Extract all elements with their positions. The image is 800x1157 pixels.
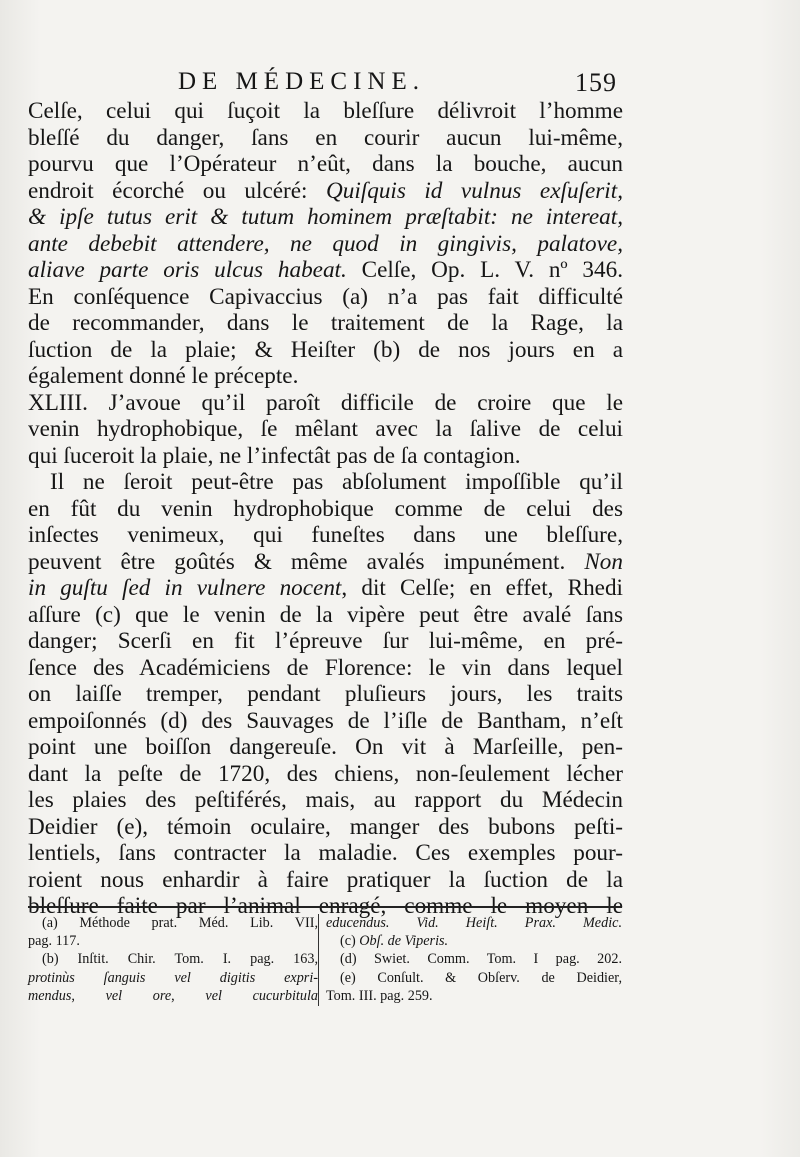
text-line xyxy=(28,310,623,337)
footnotes-left-column xyxy=(28,914,318,1005)
footnotes-right-column xyxy=(326,914,622,1005)
footnote-line xyxy=(326,950,622,968)
text-run: XLIII. J’avoue qu’il paroît difficile de croire que le xyxy=(28,389,623,416)
text-line xyxy=(28,867,623,894)
text-run: (c) xyxy=(340,933,360,950)
footnote-line xyxy=(326,914,622,932)
text-line xyxy=(28,496,623,523)
italic-text: ante debebit attendere, ne quod in gingivis, palatove, xyxy=(28,230,623,257)
footnote-line xyxy=(326,987,622,1005)
text-run: Celſe, celui qui ſuçoit la bleſſure délivroit l’homme xyxy=(28,98,623,124)
text-line xyxy=(28,840,623,867)
text-line xyxy=(28,522,623,549)
text-run: Tom. III. pag. 259. xyxy=(326,987,433,1004)
italic-text: vel cucurbitula xyxy=(205,987,319,1004)
italic-text: Quiſquis id vulnus exſuſerit, xyxy=(326,177,623,204)
footnote-line xyxy=(326,932,622,950)
text-run: bleſſé du danger, ſans en courir aucun lui-même, xyxy=(28,124,623,151)
text-run: bleſſure faite par l’animal enragé, comme le moyen le xyxy=(28,893,623,919)
text-line xyxy=(28,575,623,602)
text-run: roient nous enhardir à faire pratiquer la ſuction de la xyxy=(28,866,623,893)
italic-text: Obſ. de Viperis. xyxy=(359,933,449,950)
text-line xyxy=(28,655,623,682)
text-line xyxy=(28,416,623,443)
text-run: Deidier (e), témoin oculaire, manger des bubons peſti- xyxy=(28,813,623,840)
text-run: dant la peſte de 1720, des chiens, non-ſeulement lécher xyxy=(28,760,623,787)
text-run: également donné le précepte. xyxy=(28,363,299,389)
text-run: , xyxy=(71,987,106,1004)
footnote-line xyxy=(28,987,318,1005)
page-number: 159 xyxy=(575,68,617,97)
text-run: venin hydrophobique, ſe mêlant avec la ſalive de celui xyxy=(28,416,623,442)
footnote-line xyxy=(28,914,318,932)
text-line xyxy=(28,125,623,152)
text-line xyxy=(28,337,623,364)
text-run: pourvu que l’Opérateur n’eût, dans la bouche, aucun xyxy=(28,151,623,177)
footnote-line xyxy=(28,950,318,968)
text-line xyxy=(28,814,623,841)
footnote-line xyxy=(28,932,318,950)
text-run: qui ſuceroit la plaie, ne l’infectât pas de ſa contagion. xyxy=(28,442,521,469)
text-run: Il ne ſeroit peut-être pas abſolument impoſſible qu’il xyxy=(50,469,623,495)
text-run: (d) Swiet. Comm. Tom. I pag. 202. xyxy=(340,951,622,968)
text-line xyxy=(28,443,623,470)
italic-text: protinùs ſanguis vel digitis expri- xyxy=(28,969,318,986)
text-run: (e) Conſult. & Obſerv. de Deidier, xyxy=(340,969,622,986)
italic-text: vel ore xyxy=(105,987,172,1004)
italic-text: & ipſe tutus erit & tutum hominem præſtabit: ne intereat, xyxy=(28,204,623,230)
text-line xyxy=(28,602,623,629)
text-line xyxy=(28,204,623,231)
text-line xyxy=(28,257,623,284)
text-run: ſence des Académiciens de Florence: le vin dans lequel xyxy=(28,654,623,681)
text-run: (b) Inſtit. Chir. Tom. I. pag. 163, xyxy=(42,951,318,968)
text-line xyxy=(28,761,623,788)
text-line xyxy=(28,231,623,258)
body-text xyxy=(28,98,623,920)
text-run: En conſéquence Capivaccius (a) n’a pas fait difficulté xyxy=(28,283,623,310)
text-line xyxy=(28,549,623,576)
text-line xyxy=(28,734,623,761)
text-line xyxy=(28,708,623,735)
text-run: on laiſſe tremper, pendant pluſieurs jours, les traits xyxy=(28,681,623,707)
footnote-line xyxy=(28,969,318,987)
footnote-column-divider xyxy=(318,914,319,1006)
italic-text: aliave parte oris ulcus habeat. xyxy=(28,257,347,283)
text-run: inſectes venimeux, qui funeſtes dans une bleſſure, xyxy=(28,522,623,548)
text-line xyxy=(28,151,623,178)
text-run: pag. 117. xyxy=(28,933,80,950)
text-run: danger; Scerſi en fit l’épreuve ſur lui-même, en pré- xyxy=(28,628,623,654)
italic-text: in guſtu ſed in vulnere nocent xyxy=(28,575,342,601)
text-run: aſſure (c) que le venin de la vipère peut être avalé ſans xyxy=(28,601,623,628)
text-run: ſuction de la plaie; & Heiſter (b) de nos jours en a xyxy=(28,336,623,363)
text-run: les plaies des peſtiférés, mais, au rapport du Médecin xyxy=(28,787,623,813)
text-line xyxy=(28,787,623,814)
text-line xyxy=(28,390,623,417)
text-run: lentiels, ſans contracter la maladie. Ces exemples pour- xyxy=(28,840,623,866)
text-line xyxy=(28,363,623,390)
text-run: endroit écorché ou ulcéré: xyxy=(28,177,326,204)
italic-text: Non xyxy=(584,548,623,575)
text-run: empoiſonnés (d) des Sauvages de l’iſle de Bantham, n’eſt xyxy=(28,707,623,734)
running-head: DE MÉDECINE. xyxy=(178,68,425,95)
text-line xyxy=(28,469,623,496)
text-run: de recommander, dans le traitement de la Rage, la xyxy=(28,310,623,336)
text-line xyxy=(28,284,623,311)
text-run: point une boiſſon dangereuſe. On vit à Marſeille, pen- xyxy=(28,734,623,760)
text-run: Celſe, Op. L. V. nº 346. xyxy=(346,257,623,283)
text-run: en fût du venin hydrophobique comme de celui des xyxy=(28,495,623,522)
italic-text: mendus xyxy=(28,987,72,1004)
text-line xyxy=(28,628,623,655)
text-run: (a) Méthode prat. Méd. Lib. VII, xyxy=(42,915,318,931)
text-line xyxy=(28,178,623,205)
text-run: , xyxy=(171,987,206,1004)
footnote-rule xyxy=(28,906,622,908)
text-line xyxy=(28,681,623,708)
text-line xyxy=(28,98,623,125)
text-run: , dit Celſe; en effet, Rhedi xyxy=(341,575,623,601)
italic-text: educendus. Vid. Heiſt. Prax. Medic. xyxy=(326,915,622,931)
footnote-line xyxy=(326,969,622,987)
text-run: peuvent être goûtés & même avalés impunément. xyxy=(28,548,585,575)
